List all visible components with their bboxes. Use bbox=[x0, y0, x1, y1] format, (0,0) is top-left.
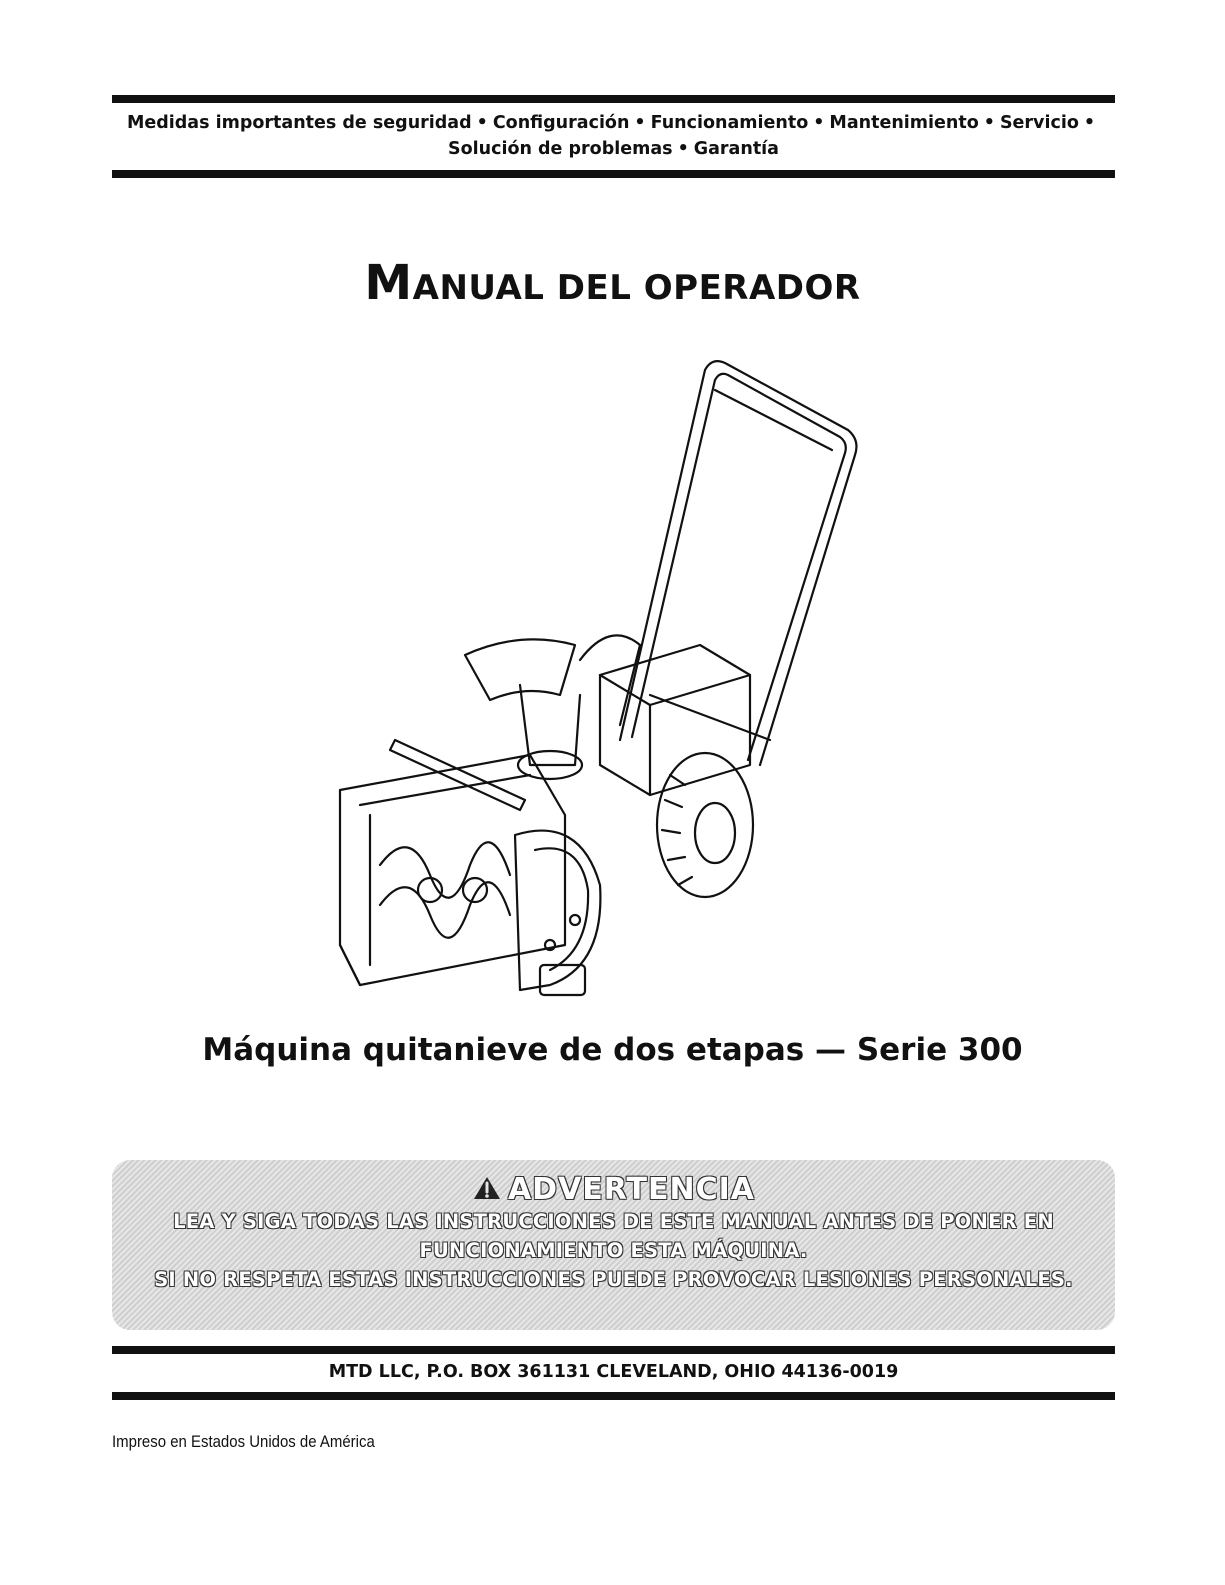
title-first-letter: M bbox=[364, 255, 413, 311]
topic-troubleshooting: Solución de problemas bbox=[448, 139, 673, 159]
topic-warranty: Garantía bbox=[693, 139, 779, 159]
topic-service: Servicio bbox=[999, 113, 1079, 133]
title-rest: ANUAL DEL OPERADOR bbox=[412, 268, 861, 308]
printed-in: Impreso en Estados Unidos de América bbox=[112, 1432, 375, 1451]
warning-line-1: LEA Y SIGA TODAS LAS INSTRUCCIONES DE ESTE MANUAL ANTES DE PONER EN bbox=[173, 1210, 1054, 1233]
topic-operation: Funcionamiento bbox=[650, 113, 809, 133]
header-bottom-rule bbox=[112, 170, 1115, 178]
snow-blower-illustration bbox=[320, 345, 880, 1015]
topic-safety: Medidas importantes de seguridad bbox=[126, 113, 472, 133]
company-address: MTD LLC, P.O. BOX 361131 CLEVELAND, OHIO 44136-0019 bbox=[328, 1362, 899, 1382]
topic-maintenance: Mantenimiento bbox=[829, 113, 979, 133]
topics-line-1: Medidas importantes de seguridad • Configuración • Funcionamiento • Mantenimiento • Servicio • bbox=[126, 113, 1096, 133]
warning-line-2: FUNCIONAMIENTO ESTA MÁQUINA. bbox=[419, 1239, 808, 1262]
footer-top-rule bbox=[112, 1346, 1115, 1354]
page-title bbox=[0, 255, 1225, 311]
topics-line-2: Solución de problemas • Garantía bbox=[448, 139, 779, 159]
warning-line-3: SI NO RESPETA ESTAS INSTRUCCIONES PUEDE PROVOCAR LESIONES PERSONALES. bbox=[154, 1268, 1073, 1291]
warning-triangle-icon bbox=[472, 1175, 502, 1201]
top-rule bbox=[112, 95, 1115, 103]
footer-bottom-rule bbox=[112, 1392, 1115, 1400]
topics-list bbox=[112, 110, 1115, 162]
topic-setup: Configuración bbox=[492, 113, 630, 133]
warning-heading-text: ADVERTENCIA bbox=[507, 1172, 756, 1207]
warning-heading bbox=[112, 1172, 1115, 1207]
warning-box bbox=[112, 1160, 1115, 1330]
product-name: Máquina quitanieve de dos etapas — Serie 300 bbox=[202, 1032, 1023, 1068]
